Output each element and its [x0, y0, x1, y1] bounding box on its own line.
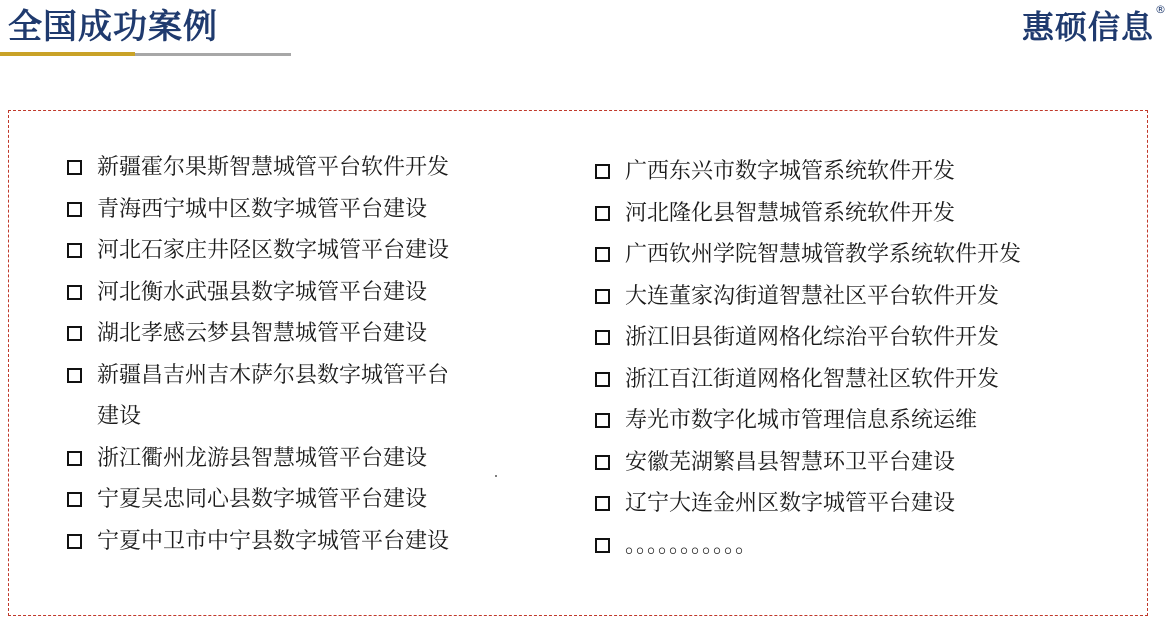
- bullet-square-icon: [67, 534, 82, 549]
- list-item: [67, 438, 467, 480]
- cases-panel: [8, 110, 1148, 616]
- list-item: [595, 483, 1065, 525]
- list-item: [595, 151, 1065, 193]
- registered-mark: ®: [1155, 3, 1166, 16]
- case-label: 寿光市数字化城市管理信息系统运维: [625, 408, 978, 433]
- list-item: [67, 147, 467, 189]
- list-item: [595, 359, 1065, 401]
- bullet-square-icon: [67, 326, 82, 341]
- bullet-square-icon: [67, 160, 82, 175]
- list-item: [67, 189, 467, 231]
- case-label: 新疆霍尔果斯智慧城管平台软件开发: [97, 155, 450, 180]
- bullet-square-icon: [595, 372, 610, 387]
- list-item: [595, 400, 1065, 442]
- case-label: 安徽芜湖繁昌县智慧环卫平台建设: [625, 449, 956, 475]
- list-item: [67, 272, 467, 314]
- list-item: [67, 355, 467, 438]
- list-item: [595, 525, 1065, 567]
- case-label: 河北隆化县智慧城管系统软件开发: [625, 200, 956, 226]
- bullet-square-icon: [595, 413, 610, 428]
- bullet-square-icon: [67, 451, 82, 466]
- bullet-square-icon: [595, 289, 610, 304]
- left-case-list: [67, 147, 467, 562]
- case-label: 河北石家庄井陉区数字城管平台建设: [97, 238, 450, 263]
- title-underline-gray: [135, 53, 291, 56]
- bullet-square-icon: [595, 455, 610, 470]
- case-label: 新疆昌吉州吉木萨尔县数字城管平台建设: [97, 362, 450, 429]
- list-item: [67, 313, 467, 355]
- list-item: [595, 193, 1065, 235]
- case-label: 辽宁大连金州区数字城管平台建设: [625, 491, 956, 516]
- bullet-square-icon: [67, 202, 82, 217]
- bullet-square-icon: [67, 492, 82, 507]
- case-label: 。。。。。。。。。。。: [625, 532, 758, 558]
- bullet-square-icon: [595, 538, 610, 553]
- case-label: 大连董家沟街道智慧社区平台软件开发: [625, 283, 1000, 309]
- title-underline-gold: [0, 52, 135, 56]
- list-item: [67, 230, 467, 272]
- right-case-list: [595, 151, 1065, 566]
- bullet-square-icon: [67, 368, 82, 383]
- case-label: 浙江旧县街道网格化综治平台软件开发: [625, 325, 1000, 350]
- page-title: 全国成功案例: [8, 7, 218, 47]
- stray-dot: [495, 475, 497, 477]
- case-label: 河北衡水武强县数字城管平台建设: [97, 279, 428, 305]
- bullet-square-icon: [67, 243, 82, 258]
- case-label: 湖北孝感云梦县智慧城管平台建设: [97, 321, 428, 346]
- bullet-square-icon: [595, 496, 610, 511]
- bullet-square-icon: [595, 247, 610, 262]
- case-label: 青海西宁城中区数字城管平台建设: [97, 196, 428, 222]
- brand-logo: 惠硕信息: [1021, 8, 1154, 46]
- list-item: [595, 317, 1065, 359]
- bullet-square-icon: [595, 164, 610, 179]
- case-label: 宁夏吴忠同心县数字城管平台建设: [97, 487, 428, 512]
- case-label: 广西东兴市数字城管系统软件开发: [625, 159, 956, 184]
- case-label: 浙江衢州龙游县智慧城管平台建设: [97, 445, 428, 471]
- case-label: 宁夏中卫市中宁县数字城管平台建设: [97, 528, 450, 554]
- case-label: 广西钦州学院智慧城管教学系统软件开发: [625, 242, 1022, 267]
- case-label: 浙江百江街道网格化智慧社区软件开发: [625, 366, 1000, 392]
- bullet-square-icon: [67, 285, 82, 300]
- list-item: [67, 479, 467, 521]
- bullet-square-icon: [595, 330, 610, 345]
- bullet-square-icon: [595, 206, 610, 221]
- list-item: [595, 442, 1065, 484]
- list-item: [595, 234, 1065, 276]
- list-item: [67, 521, 467, 563]
- list-item: [595, 276, 1065, 318]
